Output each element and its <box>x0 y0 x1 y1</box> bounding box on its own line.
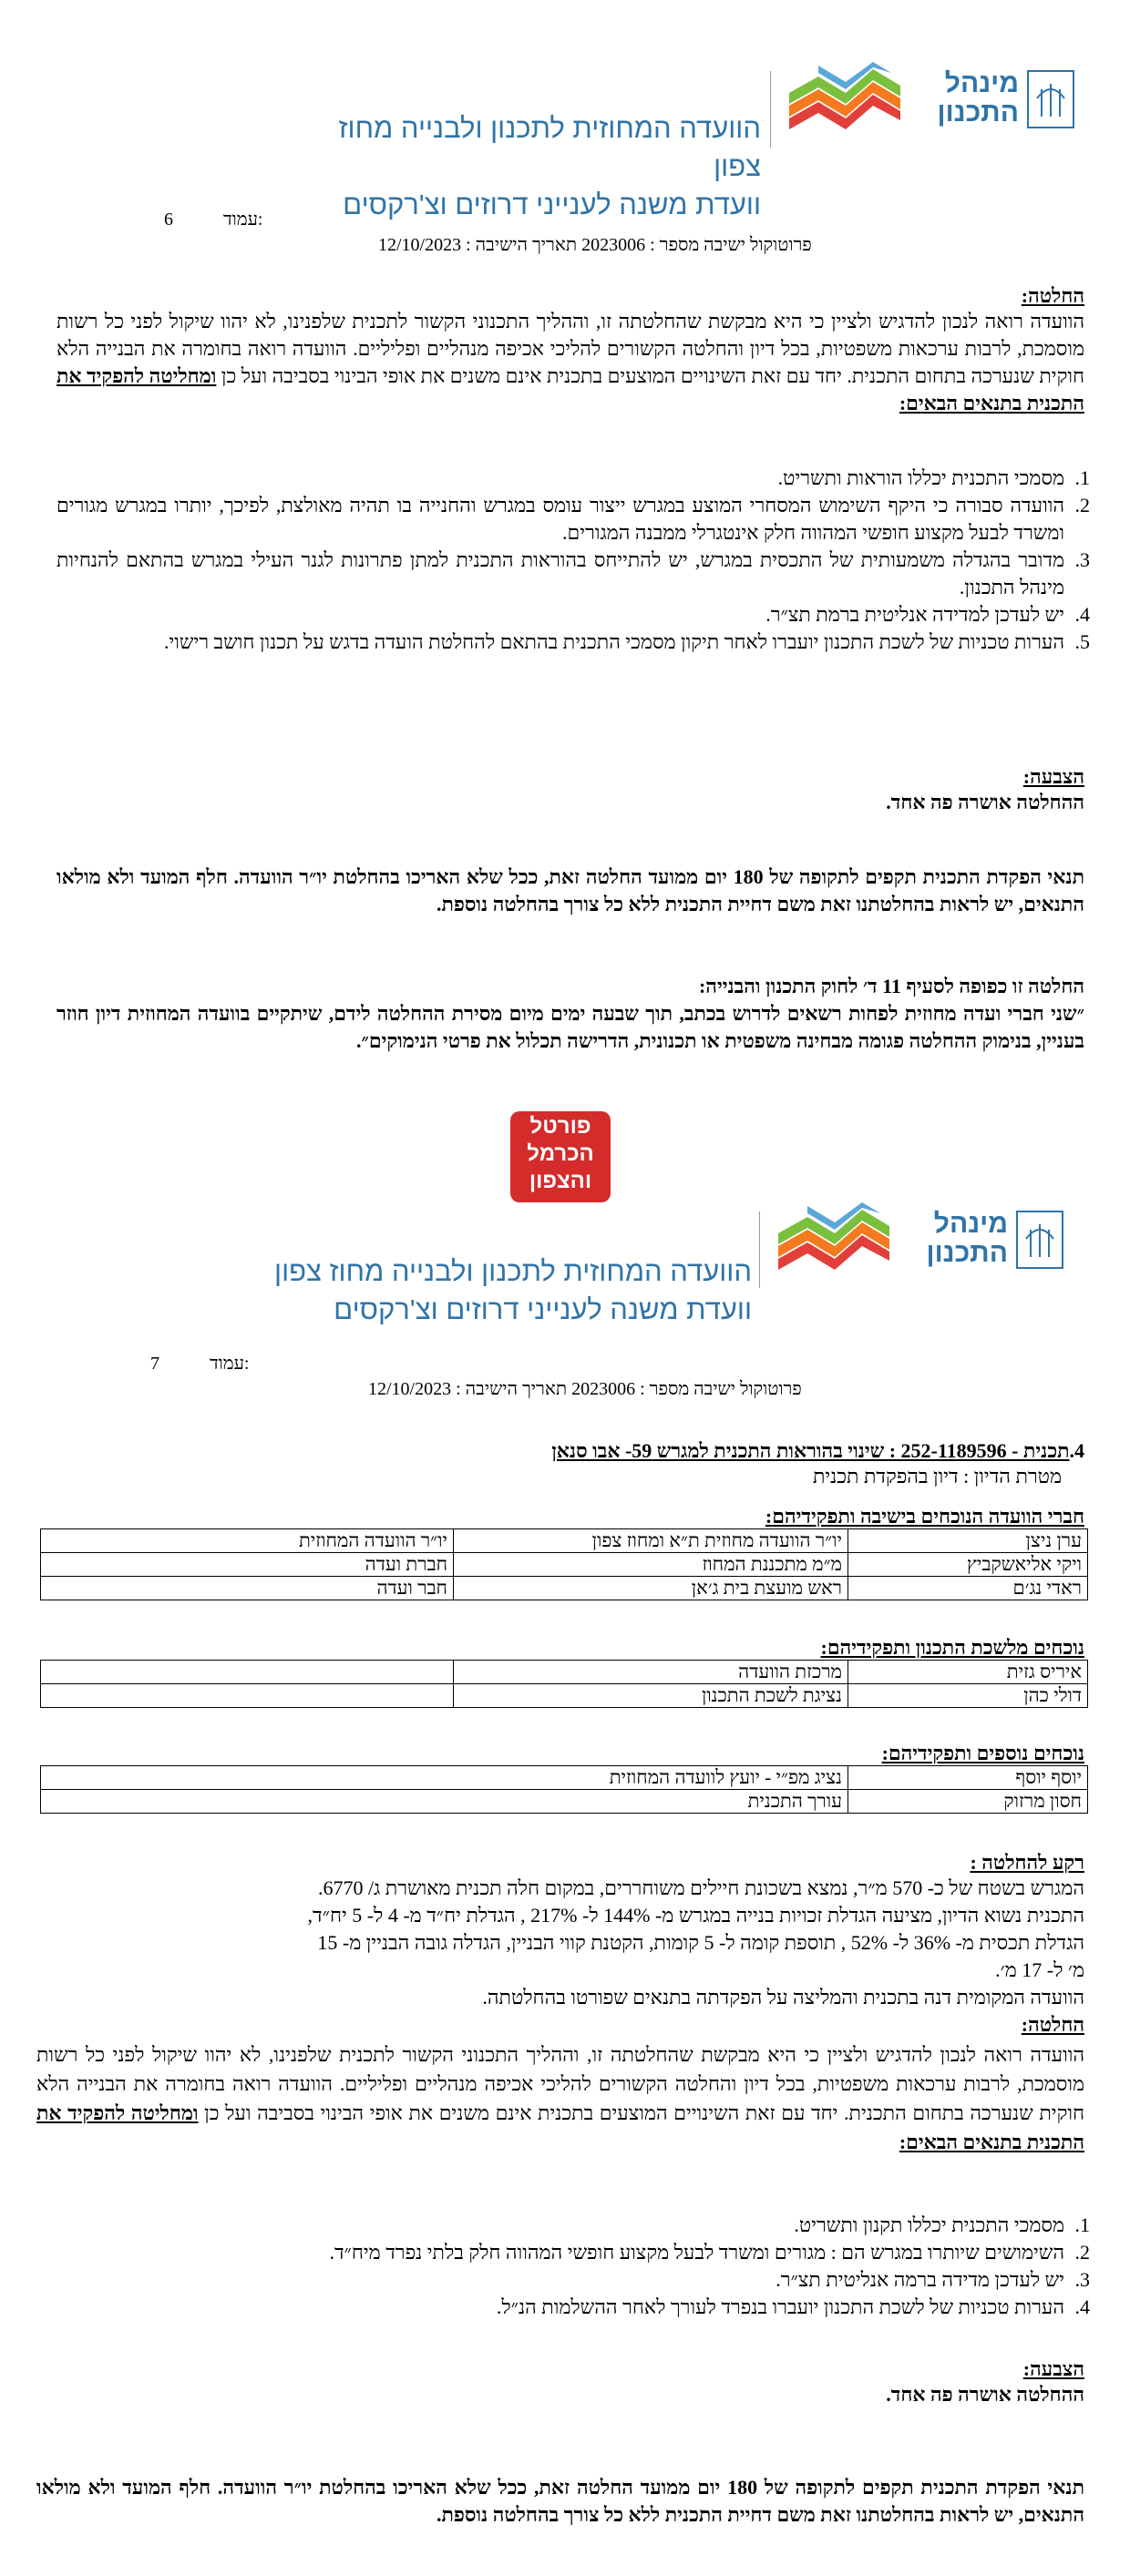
table-row: דולי כהן נציגת לשכת התכנון <box>41 1684 1088 1708</box>
page-number-label: עמוד: <box>210 1354 250 1374</box>
planning-logo <box>782 62 1083 153</box>
page-number-value: 6 <box>164 210 173 230</box>
logo-text-line2: התכנון <box>937 97 1019 128</box>
decision-title: החלטה: <box>1021 2013 1084 2036</box>
header-title <box>292 109 761 224</box>
header-title <box>255 1252 752 1329</box>
header-divider <box>759 1211 760 1288</box>
vote-text: ההחלטה אושרה פה אחד. <box>886 791 1084 813</box>
decision-bold-text: ומחליטה להפקיד את התכנית בתנאים הבאים: <box>56 364 1084 414</box>
logo-text <box>906 1210 1008 1268</box>
table-row: חסון מרזוק עורך התכנית <box>41 1790 1088 1814</box>
deposit-terms: תנאי הפקדת התכנית תקפים לתקופה של 180 יום ממועד החלטה זאת, ככל שלא האריכו בהחלטת יו״ר הוועדה. חלף המועד ולא מולאו התנאים, יש לראות בהחלטתנו זאת משם דחיית התכנית ללא כל צורך בהחלטה נוספת. <box>56 865 1084 915</box>
header-divider <box>770 71 771 148</box>
page-number <box>150 1354 249 1375</box>
background-line: המגרש בשטח של כ- 570 מ״ר, נמצא בשכונת חיילים משוחררים, במקום חלה תכנית מאושרת ג/ 6770. <box>317 1876 1084 1899</box>
header-title-line2: וועדת משנה לענייני דרוזים וצ'רקסים <box>334 1293 752 1325</box>
condition-item: 1. מסמכי התכנית יכללו הוראות ותשריט. <box>777 466 1090 489</box>
background-line: התכנית נשוא הדיון, מציעה הגדלת זכויות בנייה במגרש מ- 144% ל- 217% , הגדלת יח״ד מ- 4 ל- 5 יח״ד, <box>307 1904 1084 1927</box>
background-title: רקע להחלטה : <box>970 1851 1084 1874</box>
protocol-line: פרוטוקול ישיבה מספר : 2023006 תאריך הישיבה : 12/10/2023 <box>378 235 812 255</box>
item-purpose: מטרת הדיון : דיון בהפקדת תכנית <box>812 1465 1062 1487</box>
decision-title: החלטה: <box>1021 284 1084 307</box>
condition-item: 3. מדובר בהגדלה משמעותית של התכסית במגרש, יש להתייחס בהוראות התכנית למתן פתרונות לגנר העילי במגרש בהתאם להנחיות מינהל התכנון. <box>56 548 1090 598</box>
decision-bold-text: ומחליטה להפקיד את התכנית בתנאים הבאים: <box>36 2101 1084 2153</box>
condition-item: 3. יש לעדכן מדידה ברמה אנליטית תצ״ר. <box>776 2268 1090 2291</box>
others-title: נוכחים נוספים ותפקידיהם: <box>881 1742 1084 1764</box>
background-line: מ׳ ל- 17 מ׳. <box>995 1958 1084 1981</box>
page-number-label: עמוד: <box>223 210 263 230</box>
page-number-value: 7 <box>150 1354 159 1374</box>
condition-item: 1. מסמכי התכנית יכללו תקנון ותשריט. <box>794 2213 1090 2236</box>
conditions-list <box>56 465 1112 656</box>
portal-stamp <box>510 1111 620 1202</box>
vote-text: ההחלטה אושרה פה אחד. <box>886 2383 1084 2406</box>
logo-text-line2: התכנון <box>926 1238 1008 1268</box>
background-line: הגדלת תכסית מ- 36% ל- 52% , תוספת קומה ל- 5 קומות, הקטנת קווי הבניין, הגדלה גובה הבניין מ- 15 <box>317 1931 1084 1954</box>
decision-body <box>36 2040 1084 2157</box>
deposit-terms: תנאי הפקדת התכנית תקפים לתקופה של 180 יום ממועד החלטה זאת, ככל שלא האריכו בהחלטת יו״ר הוועדה. חלף המועד ולא מולאו התנאים, יש לראות בהחלטתנו זאת משם דחיית התכנית ללא כל צורך בהחלטה נוספת. <box>36 2476 1084 2526</box>
header-title-line2: וועדת משנה לענייני דרוזים וצ'רקסים <box>343 189 761 220</box>
item-heading <box>374 1437 1084 1465</box>
background-body <box>36 1875 1084 2011</box>
header-title-line1: הוועדה המחוזית לתכנון ולבנייה מחוז צפון <box>274 1255 752 1287</box>
logo-text-line1: מינהל <box>944 68 1019 98</box>
condition-item: 4. הערות טכניות של לשכת התכנון יועברו בנפרד לעורך לאחר ההשלמות הנ״ל. <box>496 2295 1090 2318</box>
vote-title: הצבעה: <box>1022 765 1084 788</box>
protocol-line: פרוטוקול ישיבה מספר : 2023006 תאריך הישיבה : 12/10/2023 <box>368 1379 802 1399</box>
item-number: 4. <box>1069 1439 1084 1462</box>
decision-body <box>56 308 1084 417</box>
office-table <box>40 1660 1088 1708</box>
background-line: הוועדה המקומית דנה בתכנית והמליצה על הפקדתה בתנאים שפורטו בהחלטתה. <box>482 1986 1084 2009</box>
others-table <box>40 1765 1088 1814</box>
page-7 <box>0 1202 1130 2576</box>
condition-item: 2. השימושים שיותרו במגרש הם : מגורים ומשרד לבעל מקצוע חופשי המהווה חלק בלתי נפרד מיח״ד. <box>329 2241 1090 2264</box>
office-title: נוכחים מלשכת התכנון ותפקידיהם: <box>820 1636 1084 1659</box>
decision-body-text: הוועדה רואה לנכון להדגיש ולציין כי היא מבקשת שהחלטתה זו, וההליך התכנוני הקשור לתכנית שלפנינו, לא יהוו שיקול לפני כל רשות מוסמכת, לרבות ערכאות משפטיות, בכל דיון והחלטה הקשורים להליכי אכיפה מנהליים ופליליים. הוועדה רואה בחומרה את הבנייה הלא חוקית שנערכה בתחום התכנית. יחד עם זאת השינויים המוצעים בתכנית אינם משנים את אופי הבינוי בסביבה ועל כן <box>56 310 1084 387</box>
conditions-list <box>36 2212 1112 2321</box>
condition-item: 5. הערות טכניות של לשכת התכנון יועברו לאחר תיקון מסמכי התכנית בהתאם להחלטת הועדה בדגש על תכנון חושב רישוי. <box>163 630 1090 653</box>
table-row: ראדי נג׳ם ראש מועצת בית ג׳אן חבר ועדה <box>41 1577 1088 1600</box>
condition-item: 2. הוועדה סבורה כי היקף השימוש המסחרי המוצע במגרש ייצור עומס במגרש והחנייה בו תהיה מאולצת, לפיכך, יותרו במגרש מגורים ומשרד לבעל מקצוע חופשי המהווה חלק אינטגרלי ממבנה המגורים. <box>56 494 1090 544</box>
condition-item: 4. יש לעדכן למדידה אנליטית ברמת תצ״ר. <box>765 603 1090 626</box>
stamp-line1: פורטל <box>529 1114 591 1139</box>
planning-logo-2 <box>771 1202 1072 1293</box>
logo-text-line1: מינהל <box>933 1209 1008 1239</box>
members-title: חברי הוועדה הנוכחים בישיבה ותפקידיהם: <box>765 1505 1084 1528</box>
table-row: ערן ניצן יו״ר הוועדה מחוזית ת״א ומחוז צפון יו״ר הוועדה המחוזית <box>41 1529 1088 1553</box>
table-row: איריס גזית מרכזת הוועדה <box>41 1661 1088 1684</box>
vote-title: הצבעה: <box>1022 2357 1084 2380</box>
table-row: ויקי אליאשקביץ מ״מ מתכננת המחוז חברת ועדה <box>41 1553 1088 1577</box>
table-row: יוסף יוסף נציג מפ״י - יועץ לוועדה המחוזית <box>41 1766 1088 1790</box>
header-title-line1: הוועדה המחוזית לתכנון ולבנייה מחוז צפון <box>338 112 761 182</box>
page-6 <box>0 0 1130 1111</box>
members-table <box>40 1528 1088 1600</box>
appeal-clause: החלטה זו כפופה לסעיף 11 ד׳ לחוק התכנון והבנייה: ״שני חברי ועדה מחוזית לפחות רשאים לדרוש בכתב, תוך שבעה ימים מיום מסירת ההחלטה לידם, שיתקיים בוועדה המחוזית דיון חוזר בעניין, בנימוק ההחלטה פגומה מבחינה משפטית או תכנונית, הדרישה תכלול את פרטי הנימוקים״. <box>56 975 1084 1052</box>
page-number <box>164 210 262 230</box>
decision-body-text: הוועדה רואה לנכון להדגיש ולציין כי היא מבקשת שהחלטתה זו, וההליך התכנוני הקשור לתכנית שלפנינו, לא יהוו שיקול לפני כל רשות מוסמכת, לרבות ערכאות משפטיות, בכל דיון והחלטה הקשורים להליכי אכיפה מנהליים ופליליים. הוועדה רואה בחומרה את הבנייה הלא חוקית שנערכה בתחום התכנית. יחד עם זאת השינויים המוצעים בתכנית אינם משנים את אופי הבינוי בסביבה ועל כן <box>36 2043 1084 2124</box>
stamp-line3: והצפון <box>529 1169 592 1193</box>
logo-text <box>917 69 1019 128</box>
stamp-line2: הכרמל <box>527 1141 594 1166</box>
item-title: תכנית - 252-1189596 : שינוי בהוראות התכנית למגרש 59- אבו סנאן <box>551 1439 1070 1462</box>
